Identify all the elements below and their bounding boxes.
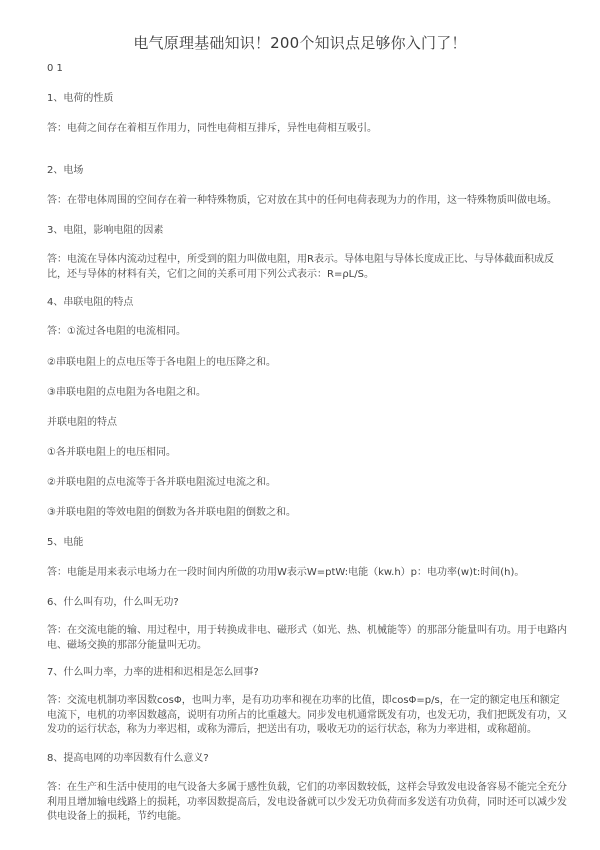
- answer-5: 答：电能是用来表示电场力在一段时间内所做的功用W表示W=ptW:电能（kw.h）p：电功率(w)t:时间(h)。: [47, 567, 525, 578]
- answer-1: 答：电荷之间存在着相互作用力，同性电荷相互排斥，异性电荷相互吸引。: [47, 123, 377, 134]
- parallel-point-2: ②并联电阻的点电流等于各并联电阻流过电流之和。: [47, 477, 276, 488]
- heading-7: 7、什么叫力率，力率的进相和迟相是怎么回事?: [47, 667, 259, 678]
- answer-2: 答：在带电体周围的空间存在着一种特殊物质，它对放在其中的任何电荷表现为力的作用，这一特殊物质叫做电场。: [47, 195, 557, 206]
- heading-3: 3、电阻，影响电阻的因素: [47, 225, 164, 236]
- heading-1: 1、电荷的性质: [47, 93, 114, 104]
- answer-7: 答：交流电机制功率因数cosΦ，也叫力率，是有功功率和视在功率的比值，即cosΦ=p/s，在一定的额定电压和额定电流下，电机的功率因数越高，说明有功所占的比重越大。同步发电机通常既发有功，也发无功，我们把既发有功，又发功的运行状态，称为力率迟相，或称为滞后，把送出有功，吸收无功的运行状态，称为力率进相，或称超前。: [47, 695, 567, 735]
- answer-6: 答：在交流电能的输、用过程中，用于转换成非电、磁形式（如光、热、机械能等）的那部分能量叫有功。用于电路内电、磁场交换的那部分能量叫无功。: [47, 625, 567, 651]
- series-point-2: ②串联电阻上的点电压等于各电阻上的电压降之和。: [47, 357, 276, 368]
- heading-2: 2、电场: [47, 165, 84, 176]
- heading-5: 5、电能: [47, 537, 84, 548]
- heading-6: 6、什么叫有功，什么叫无功?: [47, 597, 179, 608]
- parallel-point-3: ③并联电阻的等效电阻的倒数为各并联电阻的倒数之和。: [47, 507, 296, 518]
- heading-parallel: 并联电阻的特点: [47, 417, 117, 428]
- answer-8: 答：在生产和生活中使用的电气设备大多属于感性负载，它们的功率因数较低，这样会导致发电设备容易不能完全充分利用且增加输电线路上的损耗，功率因数提高后，发电设备就可以少发无功负荷而多发送有功负荷，同时还可以减少发供电设备上的损耗，节约电能。: [47, 782, 567, 822]
- section-label: 0 1: [47, 63, 63, 74]
- heading-8: 8、提高电网的功率因数有什么意义?: [47, 753, 209, 764]
- series-point-3: ③串联电阻的点电阻为各电阻之和。: [47, 387, 206, 398]
- parallel-point-1: ①各并联电阻上的电压相同。: [47, 447, 176, 458]
- series-point-1: 答：①流过各电阻的电流相同。: [47, 326, 186, 337]
- heading-4: 4、串联电阻的特点: [47, 297, 134, 308]
- page-title: 电气原理基础知识！200个知识点足够你入门了！: [133, 34, 467, 52]
- answer-3: 答：电流在导体内流动过程中，所受到的阻力叫做电阻，用R表示。导体电阻与导体长度成正比、与导体截面积成反比，还与导体的材料有关，它们之间的关系可用下列公式表示：R=ρL/S。: [47, 254, 554, 280]
